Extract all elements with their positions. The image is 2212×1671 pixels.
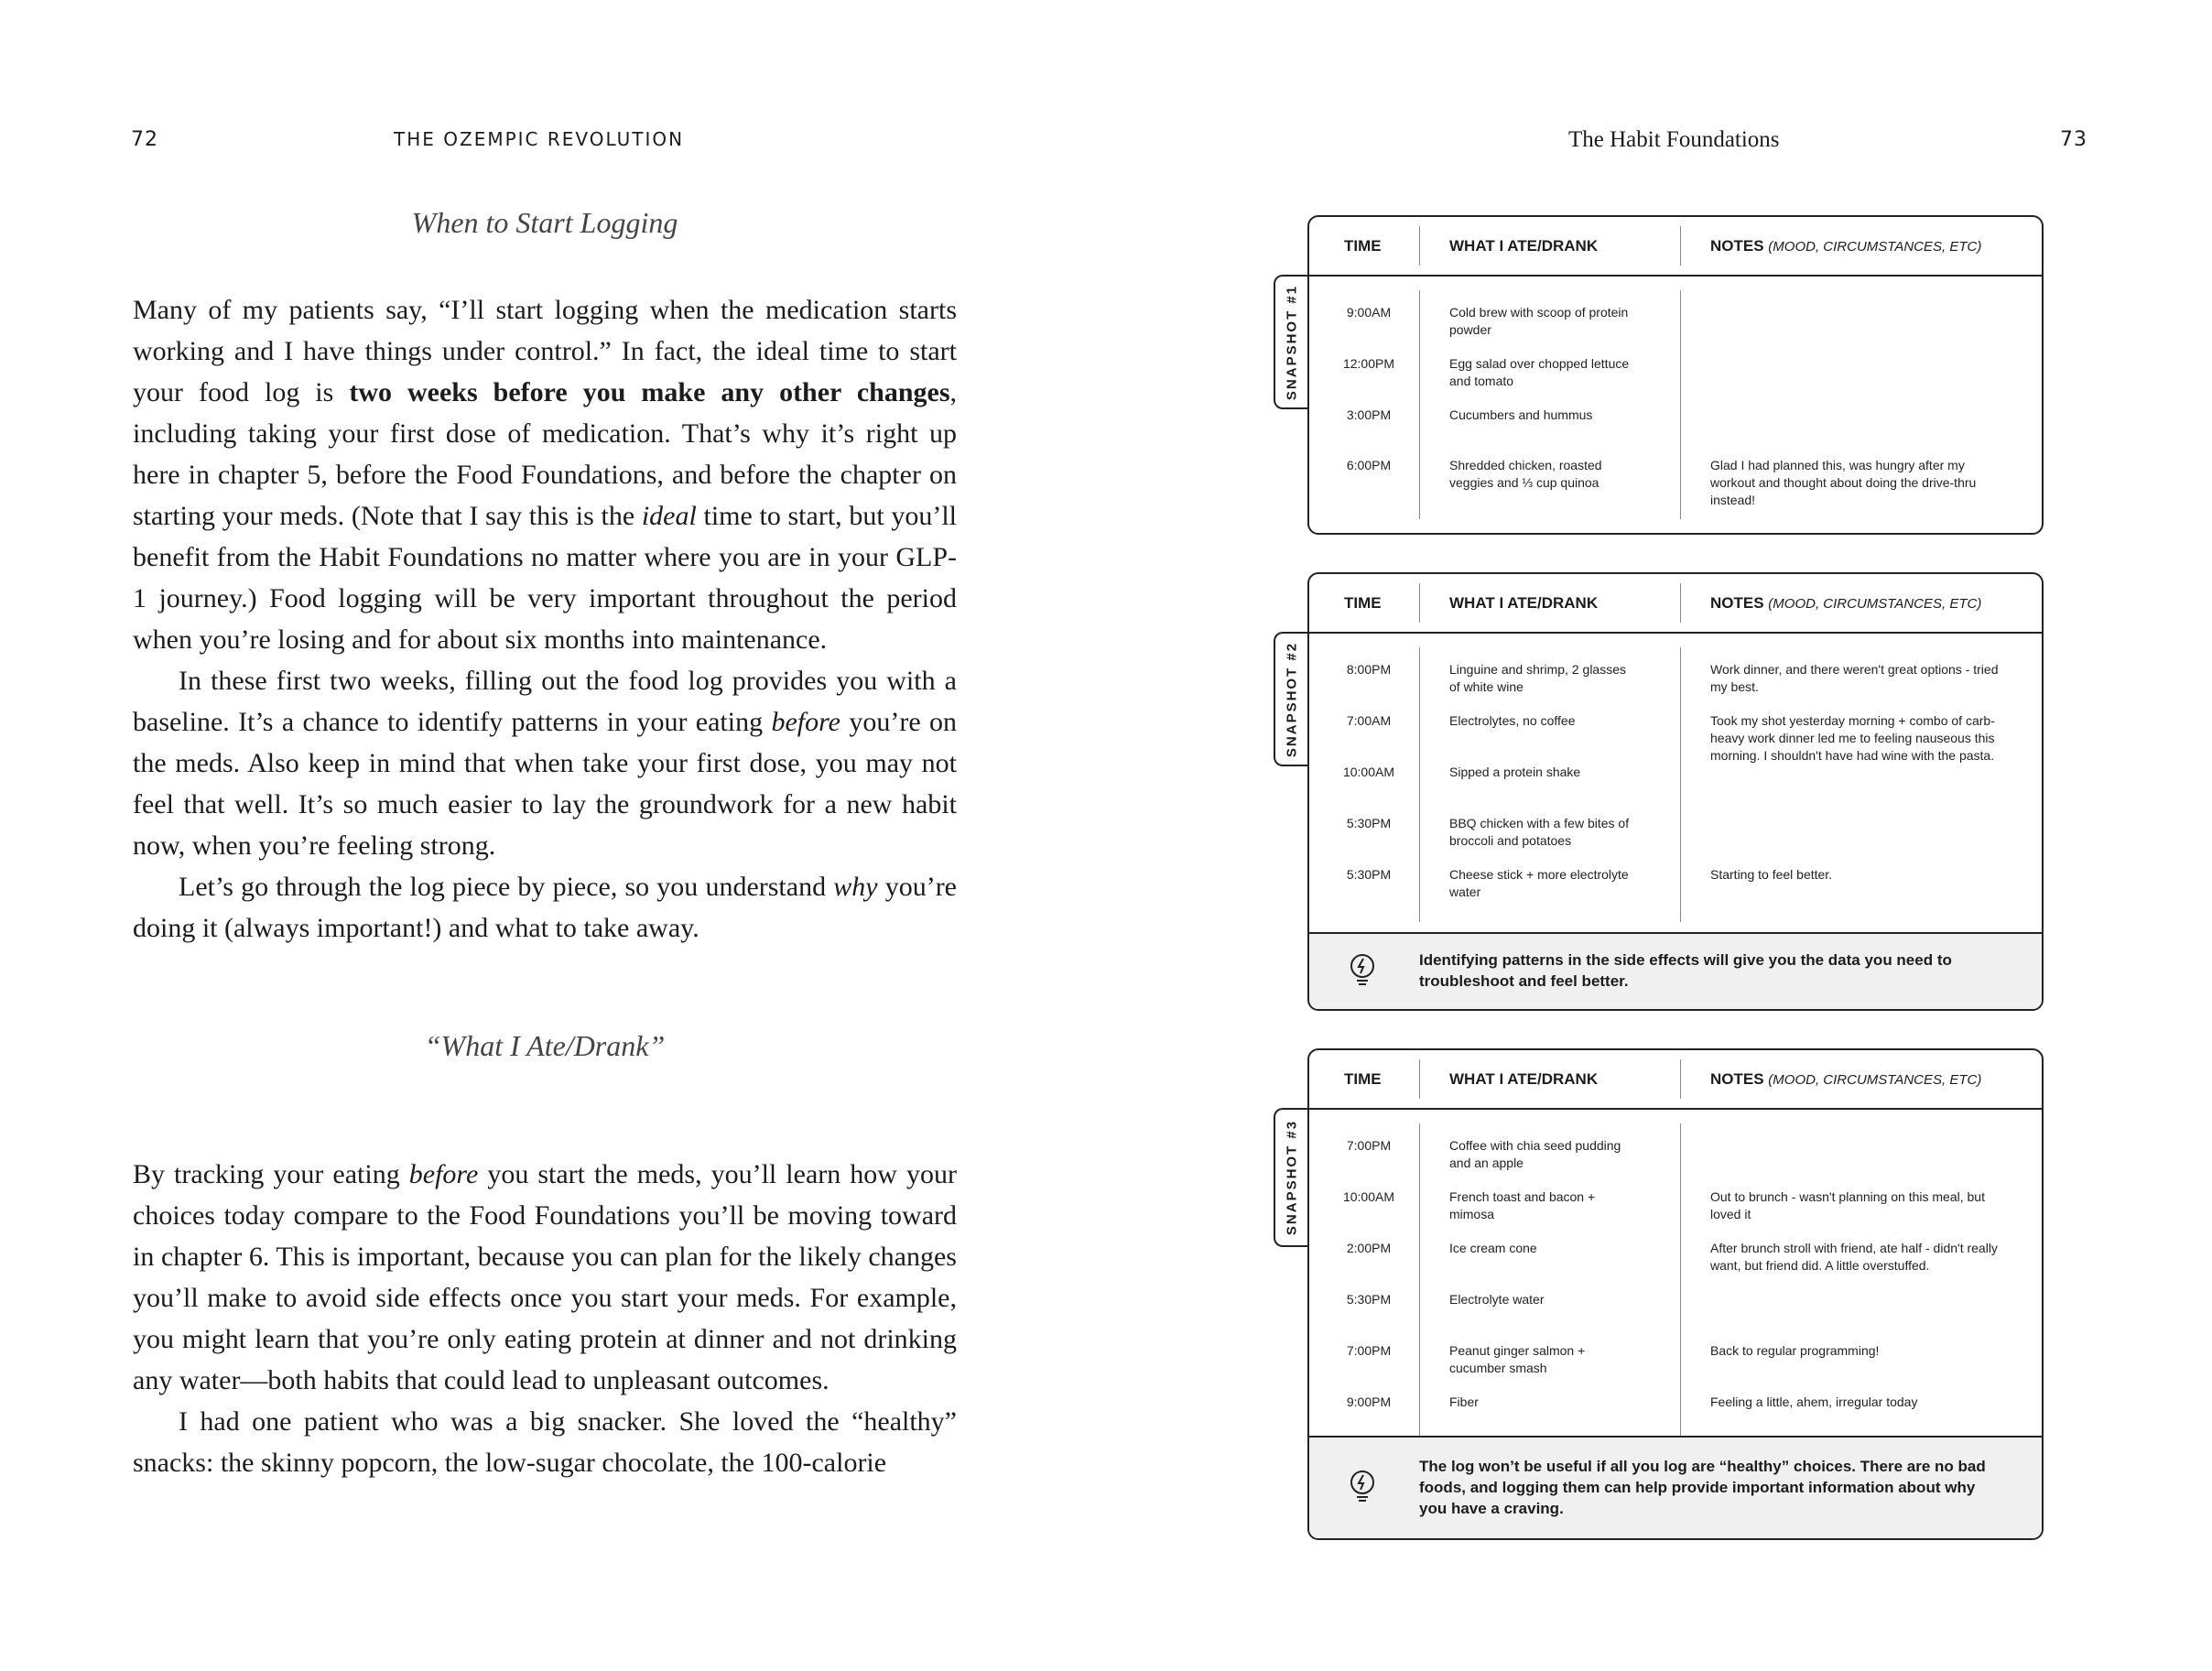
table-header: TIME WHAT I ATE/DRANK NOTES (MOOD, CIRCUMSTANCES, ETC) [1309, 217, 2042, 277]
lightbulb-icon [1348, 1469, 1377, 1505]
table-cell-food: Egg salad over chopped lettuce and tomato [1449, 356, 1630, 388]
right-page [1106, 0, 2212, 1671]
table-cell-food: BBQ chicken with a few bites of broccoli and potatoes [1449, 816, 1630, 848]
running-head-right: The Habit Foundations [1568, 127, 1780, 152]
table-cell-note: Took my shot yesterday morning + combo of carb-heavy work dinner led me to feeling nauseous this morning. I shouldn't have had wine with the pasta. [1710, 713, 1995, 763]
table-cell-time: 7:00PM [1346, 1138, 1392, 1153]
table-cell-food: Sipped a protein shake [1449, 765, 1581, 779]
table-cell-time: 12:00PM [1342, 356, 1395, 371]
snapshot-2-table [1307, 572, 2044, 1011]
tip-text: The log won’t be useful if all you log are “healthy” choices. There are no bad foods, and logging them can help provide important information about why you have a craving. [1419, 1458, 1986, 1517]
table-cell-time: 9:00PM [1346, 1394, 1392, 1409]
table-cell-time: 2:00PM [1346, 1241, 1392, 1255]
table-cell-food: Cucumbers and hummus [1449, 407, 1593, 422]
section-heading-what-i-ate: “What I Ate/Drank” [424, 1029, 666, 1062]
table-cell-food: Coffee with chia seed pudding and an apple [1449, 1138, 1621, 1170]
table-cell-food: Fiber [1449, 1394, 1479, 1409]
table-cell-time: 5:30PM [1346, 1292, 1392, 1307]
table-cell-time: 10:00AM [1342, 765, 1395, 779]
body-text-block-2 [133, 1154, 957, 1483]
snapshot-2-tab: SNAPSHOT #2 [1274, 632, 1308, 766]
snapshot-1-tab: SNAPSHOT #1 [1274, 275, 1308, 409]
table-cell-time: 9:00AM [1346, 305, 1392, 320]
table-cell-note: After brunch stroll with friend, ate half - didn't really want, but friend did. A little overstuffed. [1710, 1241, 1998, 1273]
paragraph-2: In these first two weeks, filling out the food log provides you with a baseline. It’s a chance to identify patterns in your eating before you’re on the meds. Also keep in mind that when take your first dose, you may not feel that well. It’s so much easier to lay the groundwork for a new habit now, when you’re feeling strong. [133, 666, 957, 861]
table-cell-time: 6:00PM [1346, 458, 1392, 472]
table-cell-note: Back to regular programming! [1710, 1343, 1880, 1358]
table-cell-note: Glad I had planned this, was hungry after my workout and thought about doing the drive-thru instead! [1710, 458, 1977, 507]
table-cell-time: 5:30PM [1346, 816, 1392, 830]
snapshot-3-table [1307, 1048, 2044, 1540]
table-cell-time: 7:00PM [1346, 1343, 1392, 1358]
table-cell-food: Shredded chicken, roasted veggies and ⅓ cup quinoa [1449, 458, 1602, 490]
section-heading-when-to-start: When to Start Logging [411, 206, 678, 239]
table-cell-time: 10:00AM [1342, 1189, 1395, 1204]
snapshot-3-tab: SNAPSHOT #3 [1274, 1108, 1308, 1247]
table-cell-time: 8:00PM [1346, 662, 1392, 677]
table-header: TIME WHAT I ATE/DRANK NOTES (MOOD, CIRCUMSTANCES, ETC) [1309, 574, 2042, 634]
page-number-left: 72 [131, 128, 158, 151]
table-cell-time: 3:00PM [1346, 407, 1392, 422]
body-text-block-1 [133, 289, 957, 949]
table-cell-note: Feeling a little, ahem, irregular today [1710, 1394, 1918, 1409]
table-cell-food: Cheese stick + more electrolyte water [1449, 867, 1629, 899]
table-header: TIME WHAT I ATE/DRANK NOTES (MOOD, CIRCUMSTANCES, ETC) [1309, 1050, 2042, 1110]
table-cell-time: 5:30PM [1346, 867, 1392, 882]
tip-text: Identifying patterns in the side effects will give you the data you need to troubleshoot and feel better. [1419, 951, 1952, 990]
running-head-left: THE OZEMPIC REVOLUTION [394, 128, 685, 150]
paragraph-1: Many of my patients say, “I’ll start logging when the medication starts working and I have things under control.” In fact, the ideal time to start your food log is two weeks before you make any other changes, including taking your first dose of medication. That’s why it’s right up here in chapter 5, before the Food Foundations, and before the chapter on starting your meds. (Note that I say this is the ideal time to start, but you’ll benefit from the Habit Foundations no matter where you are in your GLP-1 journey.) Food logging will be very important throughout the period when you’re losing and for about six months into maintenance. [133, 295, 958, 655]
table-cell-food: Peanut ginger salmon + cucumber smash [1449, 1343, 1586, 1375]
table-cell-note: Out to brunch - wasn't planning on this meal, but loved it [1710, 1189, 1985, 1221]
table-cell-note: Starting to feel better. [1710, 867, 1833, 882]
tip-box [1309, 1436, 2042, 1540]
page-number-right: 73 [2060, 128, 2087, 151]
table-cell-food: Electrolyte water [1449, 1292, 1545, 1307]
lightbulb-icon [1348, 952, 1377, 989]
table-cell-food: Ice cream cone [1449, 1241, 1537, 1255]
table-cell-food: Electrolytes, no coffee [1449, 713, 1576, 728]
paragraph-5: I had one patient who was a big snacker. She loved the “healthy” snacks: the skinny popcorn, the low-sugar chocolate, the 100-calorie [133, 1406, 957, 1478]
tip-box [1309, 932, 2042, 1011]
paragraph-4: By tracking your eating before you start the meds, you’ll learn how your choices today compare to the Food Foundations you’ll be moving toward in chapter 6. This is important, because you can plan for the likely changes you’ll make to avoid side effects once you start your meds. For example, you might learn that you’re only eating protein at dinner and not drinking any water—both habits that could lead to unpleasant outcomes. [133, 1159, 957, 1395]
table-cell-food: French toast and bacon + mimosa [1449, 1189, 1596, 1221]
snapshot-1-table [1307, 215, 2044, 535]
table-cell-food: Linguine and shrimp, 2 glasses of white wine [1449, 662, 1627, 694]
table-cell-time: 7:00AM [1346, 713, 1392, 728]
paragraph-3: Let’s go through the log piece by piece, so you understand why you’re doing it (always important!) and what to take away. [133, 872, 958, 943]
table-cell-note: Work dinner, and there weren't great options - tried my best. [1710, 662, 1999, 694]
table-cell-food: Cold brew with scoop of protein powder [1449, 305, 1629, 337]
